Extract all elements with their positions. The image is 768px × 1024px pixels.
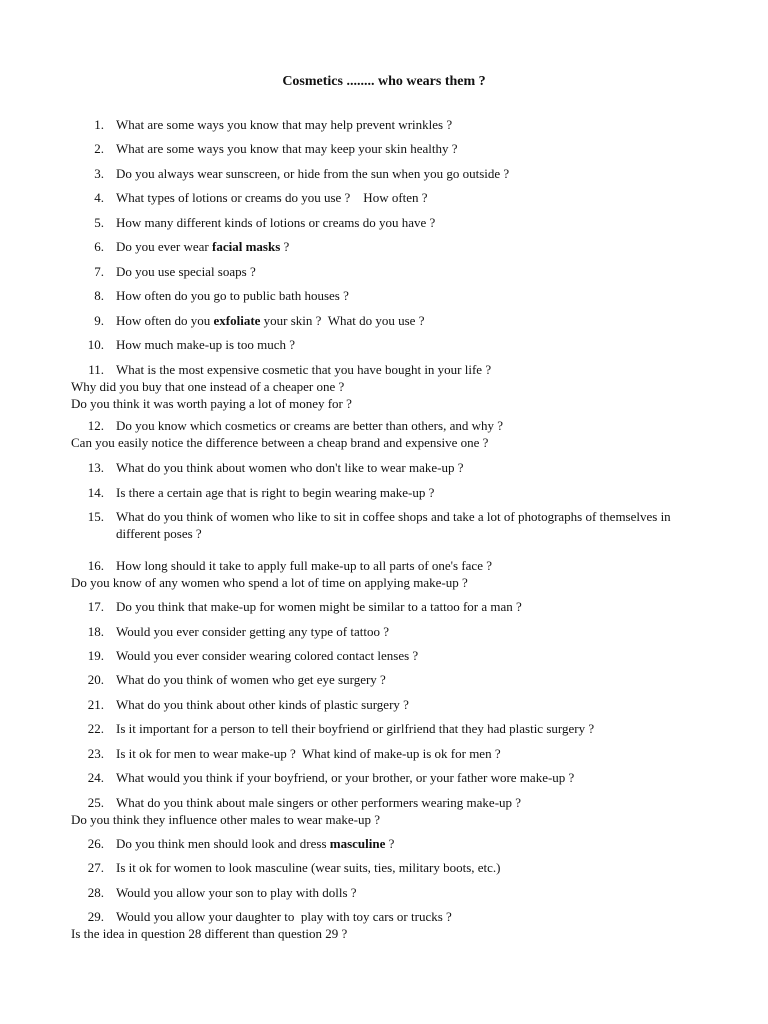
question-number: 1. [94,117,104,132]
question-number: 13. [87,460,104,475]
bold-term: masculine [329,836,386,851]
question-text-start: How often do you [116,313,214,328]
question-text: Do you always wear sunscreen, or hide from the sun when you go outside ? [116,166,510,181]
question-number: 23. [87,746,104,761]
question-number: 18. [87,624,104,639]
question-number: 11. [88,362,104,377]
question-number: 3. [94,166,104,181]
question-text: Do you think that make-up for women might be similar to a tattoo for a man ? [116,599,522,614]
question-text: What do you think of women who like to sit in coffee shops and take a lot of photographs of themselves in different poses ? [116,509,671,541]
follow-up-question: Why did you buy that one instead of a cheaper one ? [71,379,345,394]
question-text-start: Do you think men should look and dress [116,836,330,851]
question-number: 15. [87,509,104,524]
question-text: Would you allow your son to play with dolls ? [116,885,357,900]
question-text [116,312,716,329]
question-text: What do you think about male singers or other performers wearing make-up ? [116,795,522,810]
follow-up-question: Is the idea in question 28 different than question 29 ? [71,926,348,941]
question-text: What would you think if your boyfriend, or your brother, or your father wore make-up ? [116,770,575,785]
question-number: 6. [94,239,104,254]
question-number: 26. [87,836,104,851]
question-number: 16. [87,558,104,573]
question-number: 21. [87,697,104,712]
question-text-end: ? [280,239,290,254]
question-text [116,835,716,852]
question-number: 12. [87,418,104,433]
question-number: 25. [87,795,104,810]
question-text [116,238,716,255]
question-number: 5. [94,215,104,230]
question-text: Is it ok for women to look masculine (wear suits, ties, military boots, etc.) [116,860,501,875]
question-number: 17. [87,599,104,614]
question-number: 9. [94,313,104,328]
document-title: Cosmetics ........ who wears them ? [282,74,486,89]
question-number: 19. [87,648,104,663]
question-text: Would you allow your daughter to play with toy cars or trucks ? [116,909,452,924]
question-text: Do you know which cosmetics or creams are better than others, and why ? [116,418,503,433]
question-number: 28. [87,885,104,900]
question-text: Would you ever consider wearing colored contact lenses ? [116,648,419,663]
question-number: 27. [87,860,104,875]
bold-term: facial masks [212,239,281,254]
follow-up-question: Do you know of any women who spend a lot of time on applying make-up ? [71,575,468,590]
question-text-start: Do you ever wear [116,239,213,254]
question-text: Would you ever consider getting any type of tattoo ? [116,624,389,639]
question-text: What do you think about other kinds of plastic surgery ? [116,697,409,712]
question-text: What are some ways you know that may keep your skin healthy ? [116,141,458,156]
question-number: 7. [94,264,104,279]
question-text: What is the most expensive cosmetic that you have bought in your life ? [116,362,492,377]
question-number: 22. [87,721,104,736]
question-text: How often do you go to public bath houses ? [116,288,349,303]
question-number: 4. [94,190,104,205]
question-text: How long should it take to apply full make-up to all parts of one's face ? [116,558,492,573]
question-text: Do you use special soaps ? [116,264,256,279]
question-text: What do you think about women who don't like to wear make-up ? [116,460,464,475]
question-text: Is there a certain age that is right to begin wearing make-up ? [116,485,435,500]
question-number: 24. [87,770,104,785]
bold-term: exfoliate [213,313,261,328]
question-number: 10. [87,337,104,352]
question-text: Is it ok for men to wear make-up ? What kind of make-up is ok for men ? [116,746,501,761]
question-number: 2. [94,141,104,156]
question-text-end: ? [385,836,395,851]
question-text: What types of lotions or creams do you use ? How often ? [116,190,428,205]
question-text: How many different kinds of lotions or creams do you have ? [116,215,436,230]
follow-up-question: Do you think they influence other males to wear make-up ? [71,812,381,827]
question-number: 8. [94,288,104,303]
question-number: 14. [87,485,104,500]
question-number: 29. [87,909,104,924]
question-text: What are some ways you know that may help prevent wrinkles ? [116,117,453,132]
question-text: Is it important for a person to tell their boyfriend or girlfriend that they had plastic surgery ? [116,721,595,736]
question-number: 20. [87,672,104,687]
follow-up-question: Can you easily notice the difference between a cheap brand and expensive one ? [71,435,489,450]
question-text: What do you think of women who get eye surgery ? [116,672,386,687]
question-text: How much make-up is too much ? [116,337,296,352]
follow-up-question: Do you think it was worth paying a lot of money for ? [71,396,352,411]
question-text-end: your skin ? What do you use ? [260,313,425,328]
